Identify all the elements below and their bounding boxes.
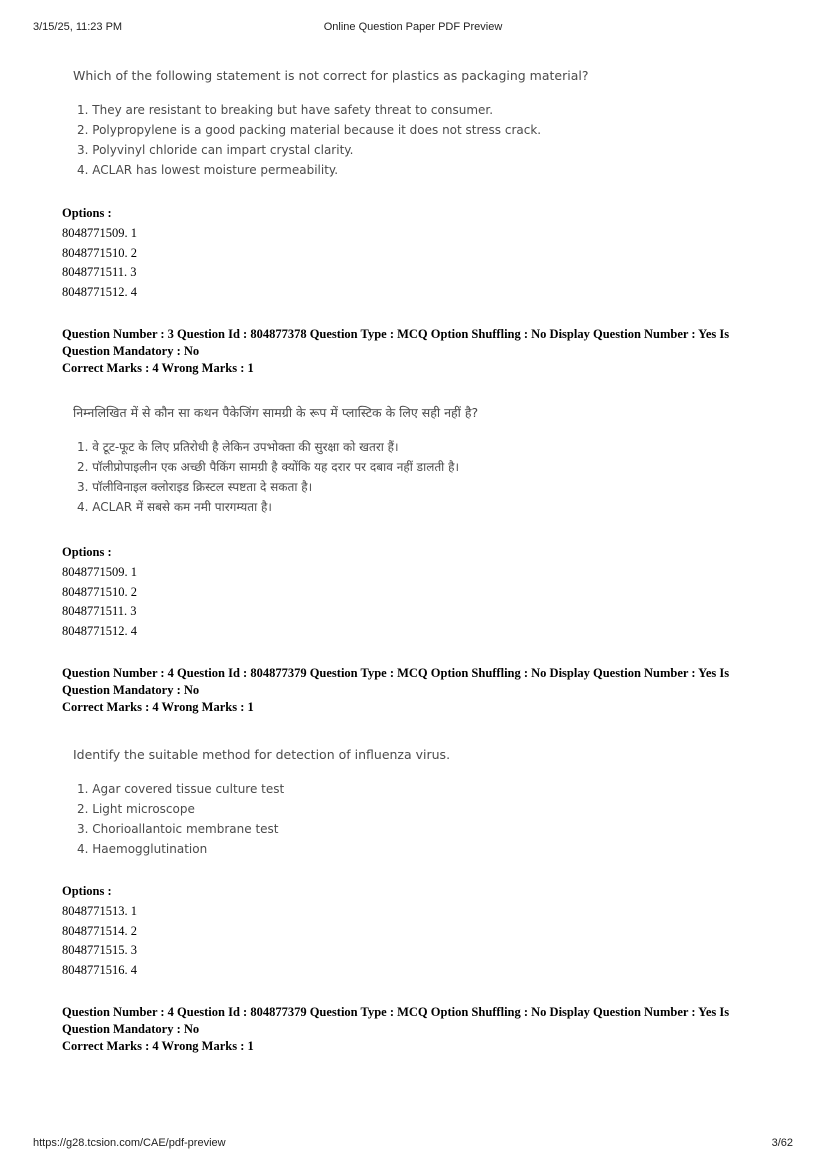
marks-line: Correct Marks : 4 Wrong Marks : 1	[62, 700, 254, 714]
page-number: 3/62	[771, 1137, 793, 1149]
question-image-influenza-en	[73, 747, 450, 859]
option-id: 8048771516. 4	[62, 962, 137, 977]
question-choice-list	[73, 437, 478, 517]
options-list	[62, 882, 137, 980]
question-meta-line: Question Number : 4 Question Id : 804877379 Question Type : MCQ Option Shuffling : No Display Question Number : Yes Is	[62, 666, 730, 680]
question-meta	[62, 665, 778, 716]
options-label: Options :	[62, 545, 112, 559]
option-id: 8048771511. 3	[62, 265, 137, 279]
question-meta-line: Question Number : 3 Question Id : 804877378 Question Type : MCQ Option Shuffling : No Display Question Number : Yes Is	[62, 327, 730, 341]
question-meta	[62, 1004, 778, 1055]
question-text: Identify the suitable method for detection of influenza virus.	[73, 747, 451, 762]
marks-line: Correct Marks : 4 Wrong Marks : 1	[62, 1039, 254, 1053]
option-id: 8048771513. 1	[62, 904, 137, 918]
print-url: https://g28.tcsion.com/CAE/pdf-preview	[33, 1137, 226, 1149]
option-id: 8048771514. 2	[62, 923, 137, 938]
options-list	[62, 543, 137, 641]
option-id: 8048771512. 4	[62, 284, 137, 299]
question-meta-line: Question Mandatory : No	[62, 1022, 200, 1036]
question-choice: 4. ACLAR में सबसे कम नमी पारगम्यता है।	[77, 500, 272, 514]
marks-line: Correct Marks : 4 Wrong Marks : 1	[62, 361, 254, 375]
question-meta-line: Question Number : 4 Question Id : 804877379 Question Type : MCQ Option Shuffling : No Display Question Number : Yes Is	[62, 1005, 730, 1019]
question-image-plastics-en	[73, 68, 589, 180]
options-list	[62, 204, 137, 302]
question-meta-line: Question Mandatory : No	[62, 344, 200, 358]
option-id: 8048771510. 2	[62, 584, 137, 599]
option-id: 8048771509. 1	[62, 226, 137, 240]
question-text: निम्नलिखित में से कौन सा कथन पैकेजिंग सामग्री के रूप में प्लास्टिक के लिए सही नहीं है?	[73, 405, 479, 420]
question-meta-line: Question Mandatory : No	[62, 683, 200, 697]
options-label: Options :	[62, 206, 112, 220]
option-id: 8048771511. 3	[62, 604, 137, 618]
question-image-plastics-hi	[73, 405, 478, 517]
print-datetime: 3/15/25, 11:23 PM	[33, 21, 123, 33]
question-choice: 1. Agar covered tissue culture test	[77, 782, 285, 796]
question-choice: 2. पॉलीप्रोपाइलीन एक अच्छी पैकिंग सामग्री है क्योंकि यह दरार पर दबाव नहीं डालती है।	[77, 460, 460, 474]
options-label: Options :	[62, 884, 112, 898]
print-title: Online Question Paper PDF Preview	[323, 21, 503, 33]
option-id: 8048771509. 1	[62, 565, 137, 579]
question-choice-list	[73, 779, 450, 859]
question-choice: 4. Haemogglutination	[77, 842, 208, 856]
question-choice: 1. वे टूट-फूट के लिए प्रतिरोधी है लेकिन उपभोक्ता की सुरक्षा को खतरा हैं।	[77, 440, 399, 454]
question-choice: 3. पॉलीविनाइल क्लोराइड क्रिस्टल स्पष्टता दे सकता है।	[77, 480, 313, 494]
question-choice-list	[73, 100, 589, 180]
question-choice: 2. Light microscope	[77, 802, 195, 816]
question-choice: 3. Chorioallantoic membrane test	[77, 822, 279, 836]
question-choice: 3. Polyvinyl chloride can impart crystal clarity.	[77, 143, 354, 157]
question-choice: 4. ACLAR has lowest moisture permeability.	[77, 163, 339, 177]
question-text: Which of the following statement is not correct for plastics as packaging material?	[73, 68, 589, 83]
question-choice: 1. They are resistant to breaking but have safety threat to consumer.	[77, 103, 494, 117]
question-meta	[62, 326, 778, 377]
option-id: 8048771515. 3	[62, 943, 137, 957]
option-id: 8048771512. 4	[62, 623, 137, 638]
question-choice: 2. Polypropylene is a good packing material because it does not stress crack.	[77, 123, 542, 137]
option-id: 8048771510. 2	[62, 245, 137, 260]
